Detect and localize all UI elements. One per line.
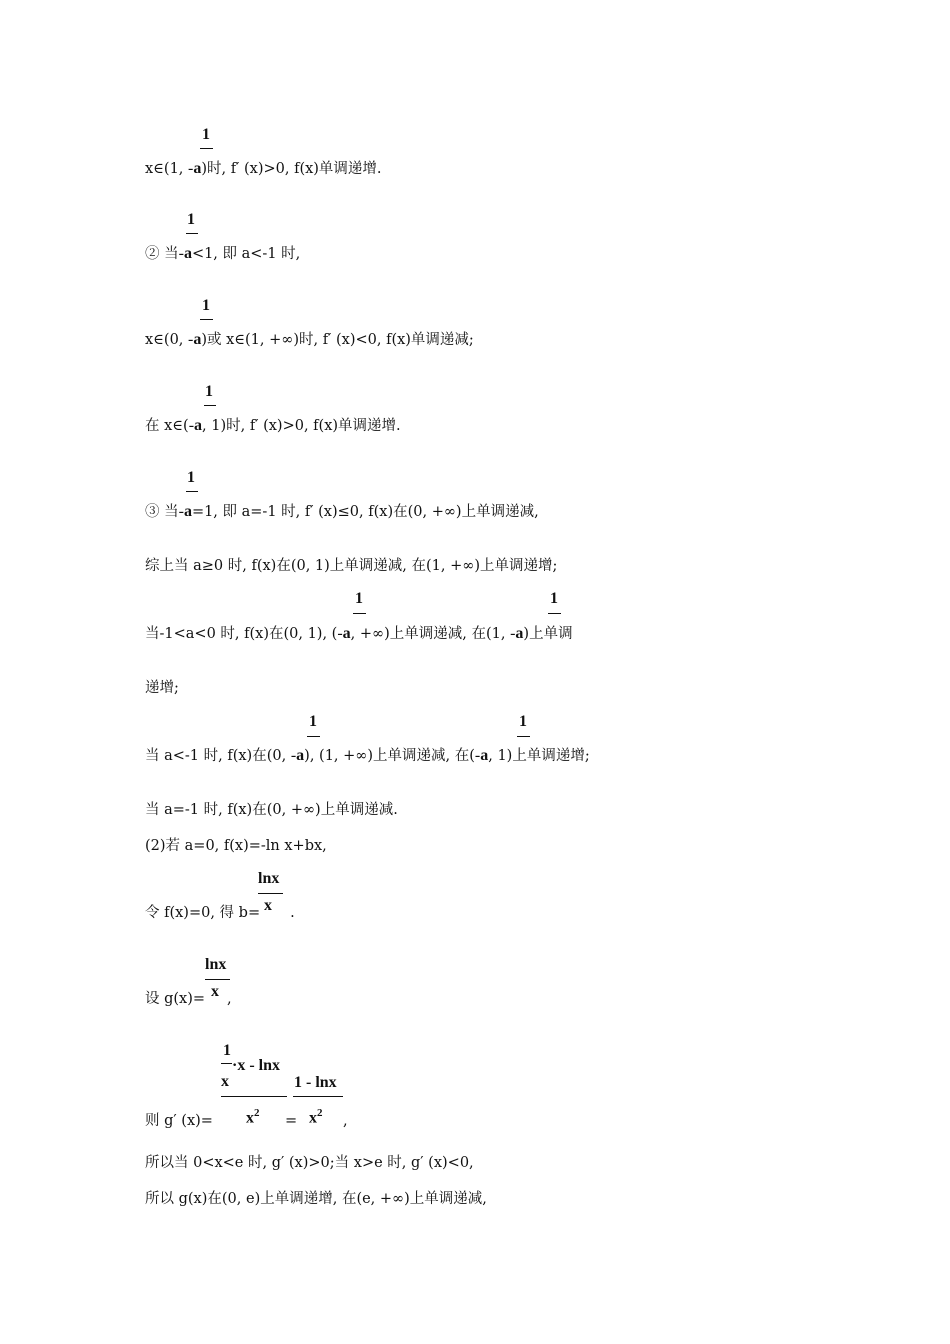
inner-fraction-bar xyxy=(221,1063,232,1064)
text-segment: 在 x∈( xyxy=(145,418,189,434)
fraction-denominator: a xyxy=(342,625,351,642)
text-segment: x∈(1, xyxy=(145,161,189,177)
fraction-bar xyxy=(517,736,530,737)
line-11: (2)若 a=0, f(x)=-ln x+bx, xyxy=(145,838,327,854)
text-segment: ), (1, +∞)上单调递减, 在( xyxy=(304,748,475,764)
fraction-bar xyxy=(258,893,283,894)
rhs-x-squared: $x^2$ xyxy=(309,1107,323,1127)
fraction-numerator: 1 xyxy=(202,126,210,143)
minus-sign: - xyxy=(290,747,297,764)
fraction-bar xyxy=(200,148,213,149)
lnx-numerator: lnx xyxy=(205,956,227,973)
text-segment: <1, 即 a<-1 时, xyxy=(191,246,301,262)
text-segment: , +∞)上单调递减, 在(1, xyxy=(350,626,511,642)
minus-sign: - xyxy=(337,625,343,642)
equals-sign: = xyxy=(285,1113,298,1129)
rhs-fraction-bar xyxy=(293,1096,343,1097)
minus-sign: - xyxy=(178,503,184,520)
fraction-denominator: a xyxy=(194,417,203,434)
text-segment: )或 x∈(1, +∞)时, f′ (x)<0, f(x)单调递减; xyxy=(201,332,474,348)
text-segment: ② 当 xyxy=(145,246,179,262)
text-segment: . xyxy=(290,905,295,921)
fraction-denominator: a xyxy=(183,503,192,520)
fraction-numerator: 1 xyxy=(550,590,558,607)
text-segment: , xyxy=(227,991,232,1007)
fraction-denominator: a xyxy=(183,245,192,262)
text-segment: 当-1<a<0 时, f(x)在(0, 1), ( xyxy=(145,626,338,642)
text-segment: )上单调 xyxy=(523,626,573,642)
comma: , xyxy=(343,1113,348,1129)
fraction-numerator: 1 xyxy=(205,383,213,400)
text-segment: 当 a<-1 时, f(x)在(0, xyxy=(145,748,291,764)
fraction-numerator: 1 xyxy=(202,297,210,314)
minus-sign: - xyxy=(474,747,481,764)
fraction-denominator: a xyxy=(515,625,524,642)
main-fraction-bar xyxy=(221,1096,287,1097)
fraction-numerator: 1 xyxy=(355,590,363,607)
text-segment: 则 g′ (x)= xyxy=(145,1113,213,1129)
inner-fraction-denominator: x xyxy=(221,1073,229,1090)
fraction-bar xyxy=(205,979,230,980)
inner-rest: ·x - lnx xyxy=(232,1057,281,1074)
fraction-bar xyxy=(307,736,320,737)
fraction-denominator: a xyxy=(296,747,305,764)
fraction-denominator: a xyxy=(480,747,489,764)
fraction-denominator: a xyxy=(193,160,202,177)
x-denominator: x xyxy=(211,983,219,1000)
fraction-bar xyxy=(204,405,216,406)
text-segment: x∈(0, xyxy=(145,332,189,348)
lnx-numerator: lnx xyxy=(258,870,280,887)
text-segment: 令 f(x)=0, 得 b= xyxy=(145,905,261,921)
fraction-numerator: 1 xyxy=(187,211,195,228)
rhs-numerator: 1 - lnx xyxy=(294,1074,337,1091)
fraction-bar xyxy=(353,613,366,614)
fraction-numerator: 1 xyxy=(519,713,527,730)
minus-sign: - xyxy=(188,331,194,348)
minus-sign: - xyxy=(188,417,195,434)
text-segment: 设 g(x)= xyxy=(145,991,206,1007)
x-squared: $x^2$ xyxy=(246,1107,260,1127)
fraction-bar xyxy=(186,233,198,234)
text-segment: =1, 即 a=-1 时, f′ (x)≤0, f(x)在(0, +∞)上单调递减, xyxy=(191,504,539,520)
minus-sign: - xyxy=(178,245,184,262)
text-segment: ③ 当 xyxy=(145,504,179,520)
inner-fraction-numerator: 1 xyxy=(223,1042,231,1059)
line-10: 当 a=-1 时, f(x)在(0, +∞)上单调递减. xyxy=(145,802,398,818)
x-denominator: x xyxy=(264,897,272,914)
fraction-bar xyxy=(548,613,561,614)
fraction-denominator: a xyxy=(193,331,202,348)
minus-sign: - xyxy=(188,160,194,177)
line-6: 综上当 a≥0 时, f(x)在(0, 1)上单调递减, 在(1, +∞)上单调递增; xyxy=(145,558,558,574)
fraction-bar xyxy=(200,319,213,320)
text-segment: )时, f′ (x)>0, f(x)单调递增. xyxy=(201,161,382,177)
minus-sign: - xyxy=(510,625,516,642)
text-segment: , 1)上单调递增; xyxy=(488,748,590,764)
fraction-bar xyxy=(186,491,198,492)
line-8: 递增; xyxy=(145,680,179,696)
fraction-numerator: 1 xyxy=(309,713,317,730)
line-16: 所以 g(x)在(0, e)上单调递增, 在(e, +∞)上单调递减, xyxy=(145,1191,487,1207)
text-segment: , 1)时, f′ (x)>0, f(x)单调递增. xyxy=(202,418,401,434)
line-15: 所以当 0<x<e 时, g′ (x)>0;当 x>e 时, g′ (x)<0, xyxy=(145,1155,474,1171)
fraction-numerator: 1 xyxy=(187,469,195,486)
